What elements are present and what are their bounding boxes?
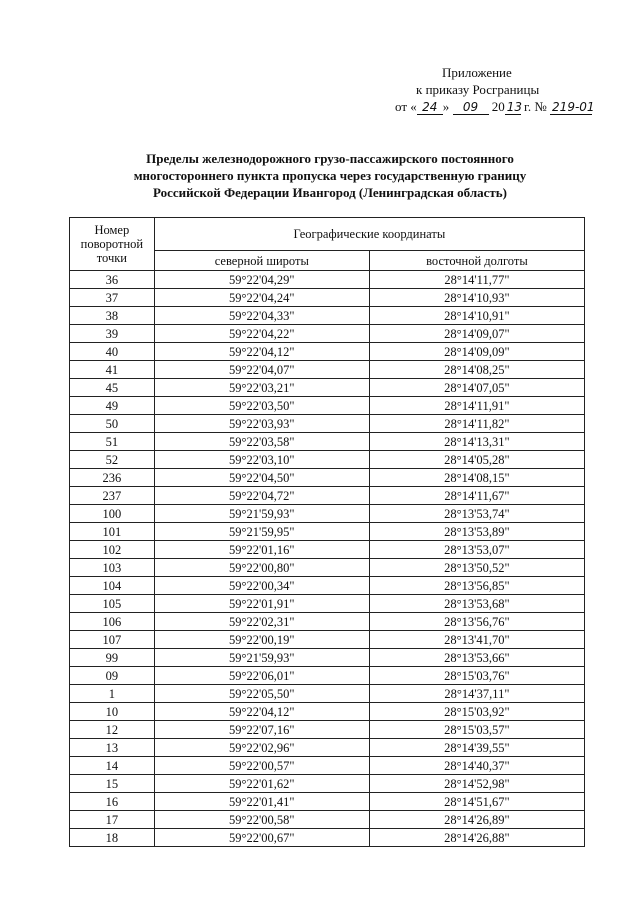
- point-number-cell: 236: [70, 469, 155, 487]
- point-number-cell: 103: [70, 559, 155, 577]
- latitude-cell: 59°22'04,12": [154, 703, 369, 721]
- longitude-cell: 28°13'53,07": [369, 541, 584, 559]
- table-row: [70, 433, 585, 451]
- point-number-cell: 39: [70, 325, 155, 343]
- latitude-cell: 59°22'04,12": [154, 343, 369, 361]
- table-body: [70, 271, 585, 847]
- point-number-cell: 52: [70, 451, 155, 469]
- point-number-cell: 41: [70, 361, 155, 379]
- col-header-point: [70, 218, 155, 271]
- longitude-cell: 28°14'52,98": [369, 775, 584, 793]
- table-row: [70, 523, 585, 541]
- latitude-cell: 59°22'00,67": [154, 829, 369, 847]
- longitude-cell: 28°14'09,09": [369, 343, 584, 361]
- latitude-cell: 59°22'00,57": [154, 757, 369, 775]
- date-prefix: от «: [395, 99, 417, 114]
- col-header-lat: северной широты: [154, 251, 369, 271]
- longitude-cell: 28°14'10,93": [369, 289, 584, 307]
- point-number-cell: 15: [70, 775, 155, 793]
- longitude-cell: 28°13'53,68": [369, 595, 584, 613]
- order-number: 219-01: [552, 100, 595, 114]
- longitude-cell: 28°13'50,52": [369, 559, 584, 577]
- document-title: [60, 150, 600, 201]
- table-row: [70, 541, 585, 559]
- table-row: [70, 505, 585, 523]
- longitude-cell: 28°14'51,67": [369, 793, 584, 811]
- point-number-cell: 107: [70, 631, 155, 649]
- table-row: [70, 577, 585, 595]
- longitude-cell: 28°14'26,88": [369, 829, 584, 847]
- point-number-cell: 37: [70, 289, 155, 307]
- title-line: многостороннего пункта пропуска через государственную границу: [133, 168, 527, 183]
- longitude-cell: 28°14'11,91": [369, 397, 584, 415]
- latitude-cell: 59°21'59,93": [154, 505, 369, 523]
- longitude-cell: 28°14'40,37": [369, 757, 584, 775]
- point-number-cell: 14: [70, 757, 155, 775]
- longitude-cell: 28°13'53,89": [369, 523, 584, 541]
- table-row: [70, 631, 585, 649]
- longitude-cell: 28°13'53,74": [369, 505, 584, 523]
- latitude-cell: 59°22'00,19": [154, 631, 369, 649]
- table-header-row: [70, 218, 585, 251]
- title-line: Пределы железнодорожного грузо-пассажирского постоянного: [146, 151, 514, 166]
- latitude-cell: 59°22'07,16": [154, 721, 369, 739]
- table-row: [70, 667, 585, 685]
- table-row: [70, 343, 585, 361]
- title-line: Российской Федерации Ивангород (Ленинградская область): [153, 185, 507, 200]
- point-number-cell: 16: [70, 793, 155, 811]
- latitude-cell: 59°22'03,10": [154, 451, 369, 469]
- table-row: [70, 451, 585, 469]
- longitude-cell: 28°14'11,77": [369, 271, 584, 289]
- appendix-label: Приложение: [442, 65, 512, 80]
- table-row: [70, 415, 585, 433]
- point-number-cell: 17: [70, 811, 155, 829]
- table-row: [70, 649, 585, 667]
- col-header-geo: Географические координаты: [154, 218, 584, 251]
- longitude-cell: 28°14'07,05": [369, 379, 584, 397]
- col-header-lon: восточной долготы: [369, 251, 584, 271]
- latitude-cell: 59°22'01,62": [154, 775, 369, 793]
- latitude-cell: 59°22'04,24": [154, 289, 369, 307]
- table-row: [70, 379, 585, 397]
- col-header-point-line: точки: [96, 251, 127, 265]
- point-number-cell: 10: [70, 703, 155, 721]
- table-row: [70, 469, 585, 487]
- point-number-cell: 1: [70, 685, 155, 703]
- point-number-cell: 104: [70, 577, 155, 595]
- point-number-cell: 100: [70, 505, 155, 523]
- point-number-cell: 50: [70, 415, 155, 433]
- longitude-cell: 28°14'10,91": [369, 307, 584, 325]
- longitude-cell: 28°14'39,55": [369, 739, 584, 757]
- latitude-cell: 59°22'00,58": [154, 811, 369, 829]
- latitude-cell: 59°21'59,95": [154, 523, 369, 541]
- longitude-cell: 28°14'09,07": [369, 325, 584, 343]
- latitude-cell: 59°22'00,34": [154, 577, 369, 595]
- point-number-cell: 51: [70, 433, 155, 451]
- latitude-cell: 59°22'05,50": [154, 685, 369, 703]
- longitude-cell: 28°13'53,66": [369, 649, 584, 667]
- point-number-cell: 105: [70, 595, 155, 613]
- table-row: [70, 289, 585, 307]
- table-row: [70, 397, 585, 415]
- table-row: [70, 613, 585, 631]
- year-prefix: 20: [491, 99, 505, 114]
- longitude-cell: 28°14'26,89": [369, 811, 584, 829]
- latitude-cell: 59°22'00,80": [154, 559, 369, 577]
- point-number-cell: 237: [70, 487, 155, 505]
- longitude-cell: 28°14'08,25": [369, 361, 584, 379]
- latitude-cell: 59°22'03,58": [154, 433, 369, 451]
- year-word: г. №: [524, 99, 547, 114]
- latitude-cell: 59°22'03,21": [154, 379, 369, 397]
- table-row: [70, 487, 585, 505]
- table-row: [70, 559, 585, 577]
- point-number-cell: 13: [70, 739, 155, 757]
- table-row: [70, 721, 585, 739]
- coordinates-table: [69, 217, 585, 847]
- col-header-point-line: поворотной: [80, 237, 144, 251]
- table-row: [70, 757, 585, 775]
- point-number-cell: 49: [70, 397, 155, 415]
- order-reference: к приказу Росграницы: [416, 82, 540, 97]
- latitude-cell: 59°22'03,93": [154, 415, 369, 433]
- latitude-cell: 59°22'04,29": [154, 271, 369, 289]
- longitude-cell: 28°14'11,67": [369, 487, 584, 505]
- point-number-cell: 18: [70, 829, 155, 847]
- table-row: [70, 703, 585, 721]
- point-number-cell: 40: [70, 343, 155, 361]
- point-number-cell: 106: [70, 613, 155, 631]
- point-number-cell: 102: [70, 541, 155, 559]
- latitude-cell: 59°22'04,50": [154, 469, 369, 487]
- point-number-cell: 36: [70, 271, 155, 289]
- table-row: [70, 775, 585, 793]
- latitude-cell: 59°22'04,07": [154, 361, 369, 379]
- order-year-suffix: 13: [506, 100, 523, 114]
- longitude-cell: 28°13'56,76": [369, 613, 584, 631]
- longitude-cell: 28°14'11,82": [369, 415, 584, 433]
- latitude-cell: 59°22'04,33": [154, 307, 369, 325]
- latitude-cell: 59°22'03,50": [154, 397, 369, 415]
- table-row: [70, 307, 585, 325]
- col-header-point-line: Номер: [94, 223, 130, 237]
- point-number-cell: 45: [70, 379, 155, 397]
- order-date-number: [395, 98, 595, 115]
- table-row: [70, 271, 585, 289]
- latitude-cell: 59°22'06,01": [154, 667, 369, 685]
- longitude-cell: 28°15'03,76": [369, 667, 584, 685]
- longitude-cell: 28°13'56,85": [369, 577, 584, 595]
- table-row: [70, 361, 585, 379]
- table-row: [70, 793, 585, 811]
- longitude-cell: 28°14'37,11": [369, 685, 584, 703]
- longitude-cell: 28°13'41,70": [369, 631, 584, 649]
- latitude-cell: 59°22'01,16": [154, 541, 369, 559]
- point-number-cell: 12: [70, 721, 155, 739]
- table-row: [70, 829, 585, 847]
- table-row: [70, 325, 585, 343]
- point-number-cell: 38: [70, 307, 155, 325]
- latitude-cell: 59°22'04,72": [154, 487, 369, 505]
- point-number-cell: 99: [70, 649, 155, 667]
- latitude-cell: 59°22'02,96": [154, 739, 369, 757]
- table-row: [70, 739, 585, 757]
- longitude-cell: 28°15'03,92": [369, 703, 584, 721]
- longitude-cell: 28°14'05,28": [369, 451, 584, 469]
- longitude-cell: 28°14'13,31": [369, 433, 584, 451]
- latitude-cell: 59°21'59,93": [154, 649, 369, 667]
- order-day: 24: [417, 100, 443, 115]
- date-quote-close: »: [442, 99, 450, 114]
- latitude-cell: 59°22'04,22": [154, 325, 369, 343]
- point-number-cell: 09: [70, 667, 155, 685]
- latitude-cell: 59°22'01,91": [154, 595, 369, 613]
- table-row: [70, 811, 585, 829]
- longitude-cell: 28°14'08,15": [369, 469, 584, 487]
- latitude-cell: 59°22'02,31": [154, 613, 369, 631]
- table-row: [70, 685, 585, 703]
- longitude-cell: 28°15'03,57": [369, 721, 584, 739]
- order-month: 09: [453, 100, 489, 115]
- latitude-cell: 59°22'01,41": [154, 793, 369, 811]
- table-row: [70, 595, 585, 613]
- point-number-cell: 101: [70, 523, 155, 541]
